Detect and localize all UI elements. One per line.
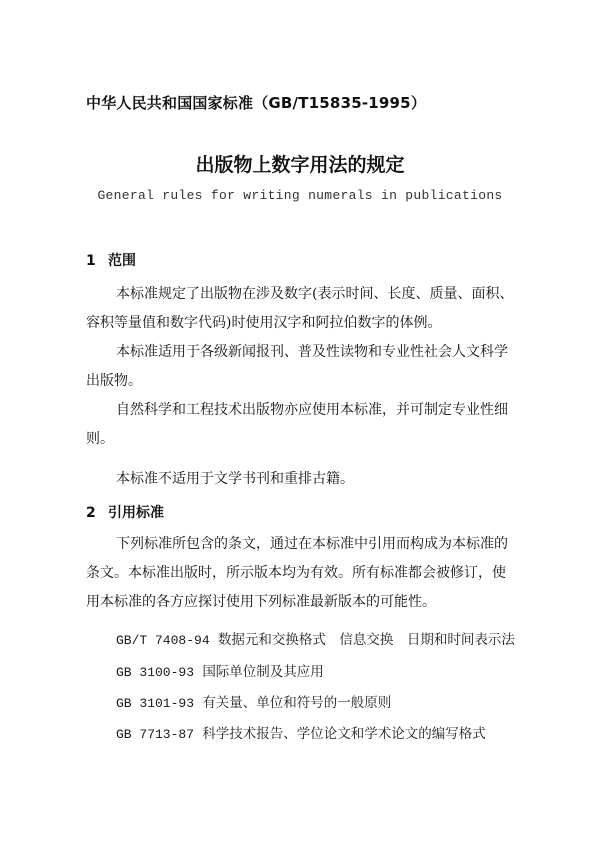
standard-header: 中华人民共和国国家标准（GB/T15835-1995） — [86, 94, 427, 112]
document-title-english: General rules for writing numerals in publications — [97, 188, 503, 203]
reference-item — [116, 722, 486, 742]
reference-item — [116, 628, 515, 648]
reference-title: 数据元和交换格式 信息交换 日期和时间表示法 — [217, 632, 515, 648]
paragraph: 自然科学和工程技术出版物亦应使用本标准，并可制定专业性细则。 — [86, 402, 508, 447]
paragraph: 本标准规定了出版物在涉及数字(表示时间、长度、质量、面积、容积等量值和数字代码)时使用汉字和阿拉伯数字的体例。 — [86, 286, 514, 331]
paragraph: 下列标准所包含的条文，通过在本标准中引用而构成为本标准的条文。本标准出版时，所示版本均为有效。所有标准都会被修订，使用本标准的各方应探讨使用下列标准最新版本的可能性。 — [86, 536, 508, 610]
document-title: 出版物上数字用法的规定 — [195, 154, 405, 176]
reference-code: GB 7713-87 — [116, 727, 195, 742]
reference-title: 科学技术报告、学位论文和学术论文的编写格式 — [202, 726, 486, 742]
paragraph: 本标准适用于各级新闻报刊、普及性读物和专业性社会人文科学出版物。 — [86, 344, 508, 389]
section-heading-normative-references — [86, 502, 164, 522]
reference-code: GB/T 7408-94 — [116, 633, 210, 648]
section-title: 引用标准 — [108, 505, 164, 521]
reference-code: GB 3100-93 — [116, 665, 195, 680]
reference-title: 有关量、单位和符号的一般原则 — [202, 695, 392, 711]
paragraph: 本标准不适用于文学书刊和重排古籍。 — [116, 471, 354, 487]
reference-item — [116, 660, 324, 680]
section-heading-scope — [86, 250, 136, 270]
section-number: 2 — [86, 505, 96, 521]
reference-item — [116, 691, 391, 711]
section-number: 1 — [86, 253, 96, 269]
reference-title: 国际单位制及其应用 — [202, 664, 324, 680]
section-title: 范围 — [108, 253, 136, 269]
reference-code: GB 3101-93 — [116, 696, 195, 711]
